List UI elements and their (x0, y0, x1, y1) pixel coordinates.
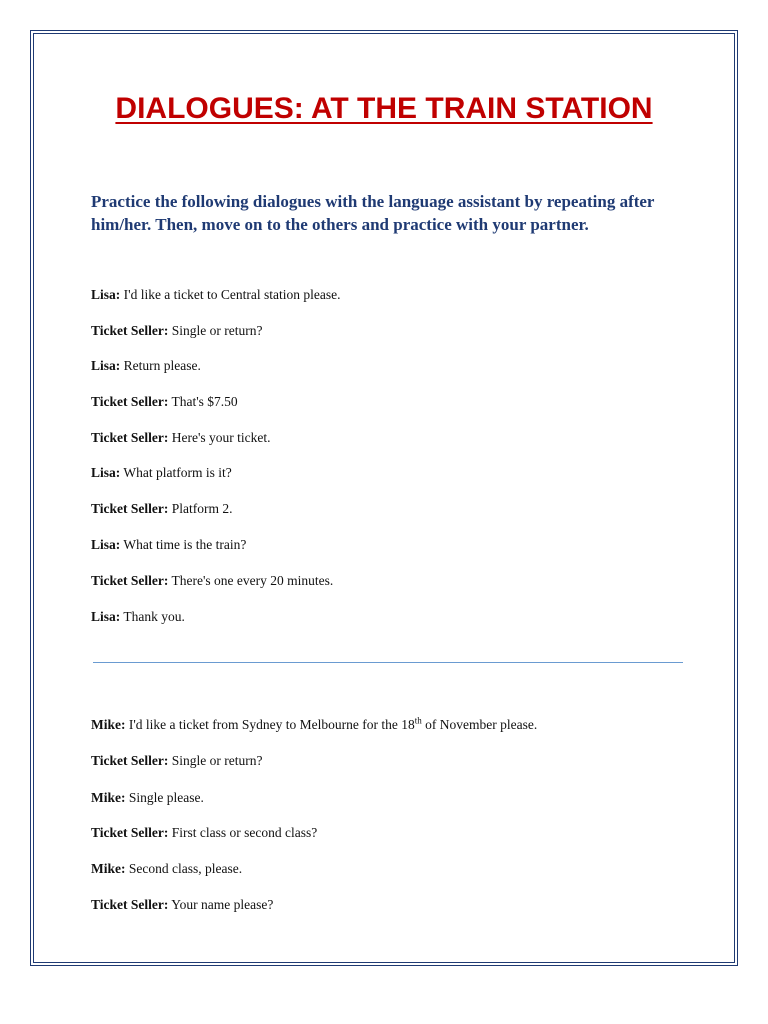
line-text: Here's your ticket. (168, 430, 271, 445)
speaker-name: Mike: (91, 717, 126, 732)
instructions-text: Practice the following dialogues with the language assistant by repeating after him/her. Then, move on to the others and practice with your partner. (91, 192, 655, 234)
speaker-name: Ticket Seller: (91, 394, 169, 409)
line-text: Platform 2. (168, 501, 233, 516)
speaker-name: Mike: (91, 790, 126, 805)
line-text: Single or return? (168, 323, 263, 338)
line-text: Second class, please. (125, 861, 243, 876)
speaker-name: Ticket Seller: (91, 753, 169, 768)
speaker-name: Lisa: (91, 287, 121, 302)
dialogue-line (91, 430, 271, 446)
line-text: Your name please? (168, 897, 274, 912)
dialogue-line (91, 609, 185, 625)
line-text: I'd like a ticket from Sydney to Melbourne for the 18 (125, 717, 415, 732)
dialogue-line (91, 717, 537, 733)
speaker-name: Mike: (91, 861, 126, 876)
line-text: I'd like a ticket to Central station please. (120, 287, 341, 302)
dialogue-line (91, 501, 232, 517)
speaker-name: Lisa: (91, 609, 121, 624)
line-text: Thank you. (120, 609, 185, 624)
speaker-name: Ticket Seller: (91, 573, 169, 588)
speaker-name: Ticket Seller: (91, 501, 169, 516)
line-text: First class or second class? (168, 825, 318, 840)
dialogue-line (91, 323, 262, 339)
document-title: DIALOGUES: AT THE TRAIN STATION (115, 92, 653, 125)
line-text: of November please. (421, 717, 538, 732)
line-text: What time is the train? (120, 537, 247, 552)
dialogue-line (91, 825, 317, 841)
dialogue-line (91, 537, 246, 553)
line-text: That's $7.50 (168, 394, 238, 409)
dialogue-line (91, 790, 204, 806)
line-text: Single please. (125, 790, 204, 805)
dialogue-line (91, 897, 273, 913)
speaker-name: Lisa: (91, 465, 121, 480)
speaker-name: Ticket Seller: (91, 825, 169, 840)
line-text: What platform is it? (120, 465, 232, 480)
speaker-name: Lisa: (91, 537, 121, 552)
speaker-name: Ticket Seller: (91, 897, 169, 912)
section-divider (93, 662, 683, 663)
speaker-name: Ticket Seller: (91, 323, 169, 338)
dialogue-line (91, 861, 242, 877)
line-text: Return please. (120, 358, 201, 373)
dialogue-line (91, 358, 201, 374)
ordinal-suffix: th (414, 715, 422, 726)
dialogue-line (91, 573, 333, 589)
line-text: There's one every 20 minutes. (168, 573, 334, 588)
dialogue-line (91, 394, 238, 410)
dialogue-line (91, 753, 262, 769)
dialogue-line (91, 465, 232, 481)
speaker-name: Ticket Seller: (91, 430, 169, 445)
line-text: Single or return? (168, 753, 263, 768)
speaker-name: Lisa: (91, 358, 121, 373)
dialogue-line (91, 287, 341, 303)
